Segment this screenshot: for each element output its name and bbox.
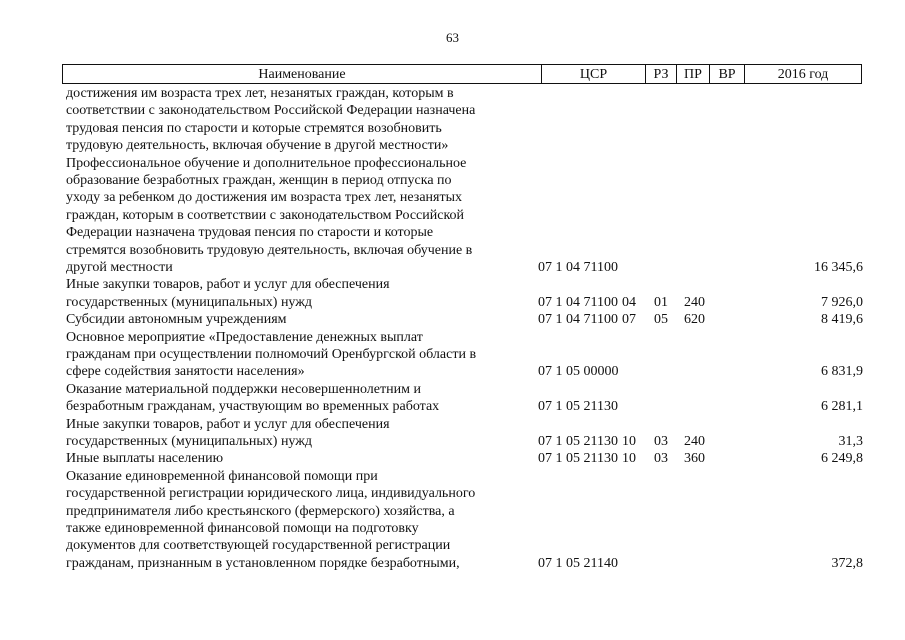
row-vr: 620 [684, 312, 705, 328]
table-row [0, 155, 905, 277]
row-pr: 03 [654, 433, 668, 449]
row-csr: 07 1 04 71100 [538, 259, 618, 275]
row-amount: 16 345,6 [814, 259, 863, 275]
row-name-line: документов для соответствующей государственной регистрации [66, 538, 451, 554]
row-name [66, 381, 536, 416]
row-name-line: другой местности [66, 260, 173, 276]
row-csr: 07 1 05 21140 [538, 555, 618, 571]
row-csr: 07 1 05 21130 [538, 399, 618, 415]
header-rz: РЗ [645, 65, 676, 83]
row-name [66, 450, 536, 467]
row-name-line: Субсидии автономным учреждениям [66, 312, 287, 328]
row-csr: 07 1 05 21130 [538, 433, 618, 449]
row-vr: 240 [684, 294, 705, 310]
table-row [0, 311, 905, 328]
row-name [66, 329, 536, 381]
row-csr: 07 1 05 00000 [538, 364, 619, 380]
row-rz: 07 [622, 312, 636, 328]
row-amount: 8 419,6 [821, 312, 863, 328]
table-row [0, 85, 905, 155]
row-name-line: государственных (муниципальных) нужд [66, 294, 313, 310]
row-name-line: Профессиональное обучение и дополнительное профессиональное [66, 155, 467, 171]
row-name-line: государственной регистрации юридического лица, индивидуального [66, 486, 476, 502]
row-name [66, 276, 536, 311]
row-amount: 6 281,1 [821, 399, 863, 415]
row-amount: 372,8 [831, 555, 863, 571]
row-amount: 6 249,8 [821, 451, 863, 467]
row-name-line: граждан, которым в соответствии с законодательством Российской [66, 207, 465, 223]
row-name [66, 85, 536, 155]
row-name-line: Оказание единовременной финансовой помощи при [66, 468, 378, 484]
row-name-line: трудовую деятельность, включая обучение в другой местности» [66, 138, 449, 154]
header-vr: ВР [709, 65, 744, 83]
row-name-line: Основное мероприятие «Предоставление денежных выплат [66, 329, 423, 345]
row-name-line: стремятся возобновить трудовую деятельность, включая обучение в [66, 242, 473, 258]
row-name-line: трудовая пенсия по старости и которые стремятся возобновить [66, 120, 442, 136]
row-name-line: уходу за ребенком до достижения им возраста трех лет, незанятых [66, 190, 463, 206]
page-number: 63 [446, 30, 459, 45]
table-header [62, 64, 862, 84]
table-row [0, 276, 905, 311]
table-row [0, 450, 905, 467]
row-rz: 10 [622, 433, 636, 449]
row-name-line: образование безработных граждан, женщин в период отпуска по [66, 173, 452, 188]
row-vr: 360 [684, 451, 705, 467]
row-name-line: сфере содействия занятости населения» [66, 364, 305, 380]
row-name-line: достижения им возраста трех лет, незанятых граждан, которым в [66, 86, 454, 101]
row-name [66, 468, 536, 572]
row-rz: 04 [622, 294, 636, 310]
row-name-line: гражданам при осуществлении полномочий Оренбургской области в [66, 347, 477, 362]
row-name-line: Федерации назначена трудовая пенсия по старости и которые [66, 225, 434, 241]
row-name [66, 416, 536, 451]
row-name-line: Иные закупки товаров, работ и услуг для обеспечения [66, 277, 390, 293]
row-vr: 240 [684, 433, 705, 449]
row-name-line: Оказание материальной поддержки несовершеннолетним и [66, 381, 421, 397]
row-name-line: государственных (муниципальных) нужд [66, 434, 313, 449]
row-name-line: гражданам, признанным в установленном порядке безработными, [66, 555, 460, 571]
row-name-line: Иные закупки товаров, работ и услуг для обеспечения [66, 416, 390, 432]
row-csr: 07 1 05 21130 [538, 451, 618, 467]
row-name-line: безработным гражданам, участвующим во временных работах [66, 399, 440, 415]
row-amount: 6 831,9 [821, 364, 863, 380]
table-row [0, 416, 905, 451]
row-amount: 31,3 [838, 433, 863, 449]
table-row [0, 329, 905, 381]
header-pr: ПР [676, 65, 709, 83]
row-name-line: Иные выплаты населению [66, 451, 224, 467]
row-amount: 7 926,0 [821, 294, 863, 310]
table-row [0, 381, 905, 416]
row-pr: 01 [654, 294, 668, 310]
header-csr: ЦСР [541, 65, 645, 83]
row-name-line: предпринимателя либо крестьянского (фермерского) хозяйства, а [66, 503, 455, 519]
header-name: Наименование [258, 67, 346, 82]
row-name-line: также единовременной финансовой помощи на подготовку [66, 521, 419, 537]
row-name [66, 311, 536, 328]
row-rz: 10 [622, 451, 636, 467]
header-year: 2016 год [744, 65, 861, 83]
row-csr: 07 1 04 71100 [538, 294, 618, 310]
table-row [0, 468, 905, 572]
row-csr: 07 1 04 71100 [538, 312, 618, 328]
row-name-line: соответствии с законодательством Российской Федерации назначена [66, 103, 476, 119]
row-pr: 03 [654, 451, 668, 467]
row-name [66, 155, 536, 277]
row-pr: 05 [654, 312, 668, 328]
